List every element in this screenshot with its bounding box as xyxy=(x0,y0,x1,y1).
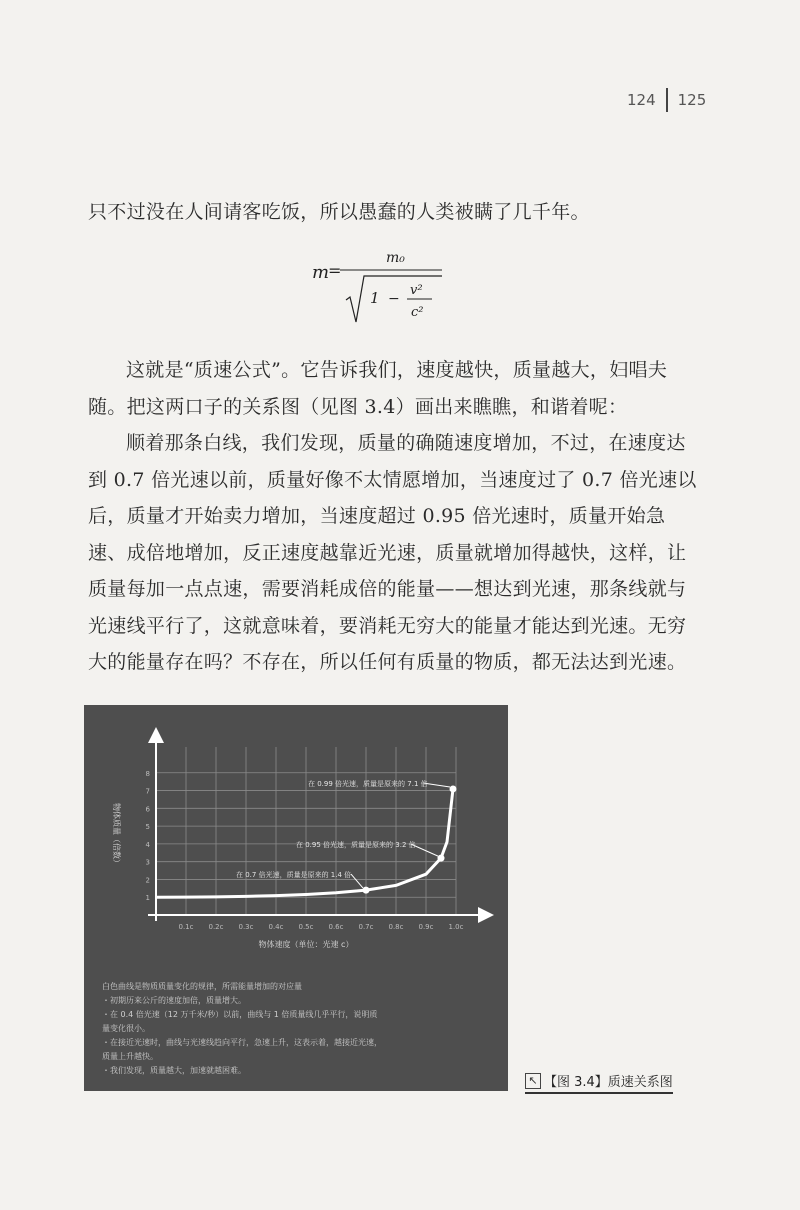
x-tick-label: 0.5c xyxy=(298,923,314,931)
y-tick-label: 5 xyxy=(145,823,150,832)
figure-note: 白色曲线是物质质量变化的规律，所需能量增加的对应量 xyxy=(102,982,302,991)
annotation-leader xyxy=(351,874,363,888)
formula-one: 1 xyxy=(370,289,380,307)
y-tick-label: 7 xyxy=(145,787,150,796)
x-tick-labels xyxy=(179,923,464,931)
page-number-left: 124 xyxy=(627,91,656,109)
mass-velocity-chart xyxy=(84,705,508,975)
x-tick-label: 0.8c xyxy=(388,923,404,931)
x-tick-label: 0.2c xyxy=(208,923,224,931)
annotation-label: 在 0.95 倍光速，质量是原来的 3.2 倍 xyxy=(296,841,416,850)
chart-grid xyxy=(156,747,456,915)
figure-note: ・初期历来公斤的速度加倍，质量增大。 xyxy=(102,996,246,1005)
x-axis-label: 物体速度（单位：光速 c） xyxy=(258,940,354,949)
page-number-divider xyxy=(666,88,668,112)
figure-3-4 xyxy=(84,705,508,1091)
paragraph-curve-explanation: 顺着那条白线，我们发现，质量的确随速度增加，不过，在速度达到 0.7 倍光速以前，质量好像不太情愿增加，当速度过了 0.7 倍光速以后，质量才开始卖力增加，当速度超过 0.95 倍光速时，质量开始急速、成倍地增加，反正速度越靠近光速，质量就增加得越快，这样，让质量每加一点点速，需要消耗成倍的能量——想达到光速，那条线就与光速线平行了，这就意味着，要消耗无穷大的能量才能达到光速。无穷大的能量存在吗？不存在，所以任何有质量的物质，都无法达到光速。 xyxy=(88,432,697,673)
page-number xyxy=(627,88,706,112)
figure-note: ・在接近光速时，曲线与光速线趋向平行，急速上升，这表示着，越接近光速， xyxy=(102,1038,382,1047)
x-tick-label: 0.4c xyxy=(268,923,284,931)
x-tick-label: 1.0c xyxy=(448,923,464,931)
arrow-icon: ↖ xyxy=(525,1073,541,1089)
y-tick-labels xyxy=(146,770,151,902)
mass-velocity-formula xyxy=(310,250,450,330)
formula-minus: − xyxy=(388,291,400,307)
figure-note: 质量上升越快。 xyxy=(102,1052,158,1061)
paragraph-intro: 只不过没在人间请客吃饭，所以愚蠢的人类被瞒了几千年。 xyxy=(88,201,590,223)
y-tick-label: 6 xyxy=(145,805,150,814)
x-tick-label: 0.7c xyxy=(358,923,374,931)
annotation-point xyxy=(438,855,445,862)
page-number-right: 125 xyxy=(677,91,707,109)
formula-lhs: m xyxy=(312,262,330,283)
annotation-label: 在 0.7 倍光速，质量是原来的 1.4 倍 xyxy=(236,871,352,880)
figure-note: ・在 0.4 倍光速（12 万千米/秒）以前，曲线与 1 倍质量线几乎平行，说明质 xyxy=(102,1010,378,1019)
figure-caption xyxy=(525,1071,673,1094)
y-tick-label: 4 xyxy=(145,840,150,849)
figure-note: ・我们发现，质量越大，加速就越困难。 xyxy=(102,1066,246,1075)
formula-equals: = xyxy=(328,261,342,280)
y-tick-label: 8 xyxy=(145,769,150,778)
paragraph-formula-explanation: 这就是“质速公式”。它告诉我们，速度越快，质量越大，妇唱夫随。把这两口子的关系图（见图 3.4）画出来瞧瞧，和谐着呢： xyxy=(88,359,668,418)
formula-numerator: m₀ xyxy=(386,250,405,266)
y-axis-label: 物体质量（倍数） xyxy=(112,803,121,867)
x-tick-label: 0.9c xyxy=(418,923,434,931)
x-tick-label: 0.3c xyxy=(238,923,254,931)
formula-c2: c² xyxy=(411,305,424,320)
annotation-label: 在 0.99 倍光速，质量是原来的 7.1 倍 xyxy=(308,779,428,788)
x-tick-label: 0.1c xyxy=(178,923,194,931)
figure-notes xyxy=(102,980,492,1078)
y-tick-label: 2 xyxy=(145,876,150,885)
annotation-point xyxy=(363,887,370,894)
y-tick-label: 1 xyxy=(145,894,150,903)
figure-note: 量变化很小。 xyxy=(102,1024,150,1033)
x-tick-label: 0.6c xyxy=(328,923,344,931)
annotation-point xyxy=(450,785,457,792)
formula-v2: v² xyxy=(410,283,423,298)
figure-caption-text: 【图 3.4】质速关系图 xyxy=(544,1075,673,1090)
y-tick-label: 3 xyxy=(145,858,150,867)
